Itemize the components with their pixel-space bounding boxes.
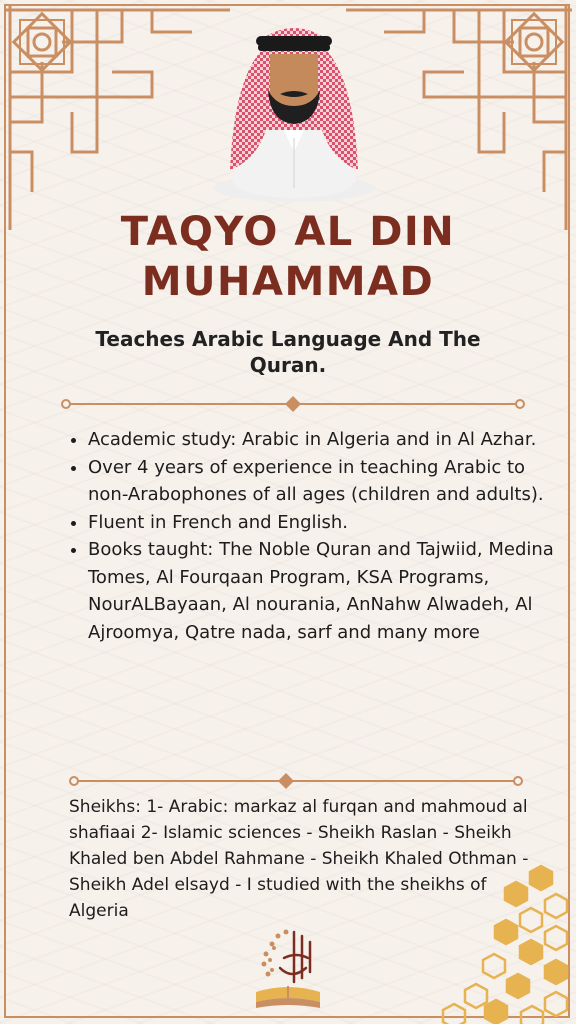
- list-item: • Over 4 years of experience in teaching Arabic to non-Arabophones of all ages (children and adults).: [88, 454, 566, 509]
- teacher-subtitle: Teaches Arabic Language And The Quran.: [95, 327, 481, 377]
- hexagon-pattern-icon: [436, 864, 576, 1024]
- qualifications-list: [66, 426, 566, 646]
- corner-ornament-right-icon: [344, 2, 574, 232]
- list-item: • Books taught: The Noble Quran and Tajwiid, Medina Tomes, Al Fourqaan Program, KSA Programs, NourALBayaan, Al nourania, AnNahw Alwadeh, Al Ajroomya, Qatre nada, sarf and many more: [88, 536, 566, 646]
- ornamental-divider-top: [60, 396, 526, 412]
- list-item: • Fluent in French and English.: [88, 509, 566, 537]
- sheikhs-paragraph: Sheikhs: 1- Arabic: markaz al furqan and mahmoud al shafiaai 2- Islamic sciences - Sheikh Raslan - Sheikh Khaled ben Abdel Rahmane - Sheikh Khaled Othman - Sheikh Adel elsayd - I studied with the sheikhs of Algeria: [69, 797, 529, 921]
- man-with-keffiyeh-avatar-icon: [212, 10, 376, 202]
- teacher-name-line2: MUHAMMAD: [141, 259, 435, 305]
- list-item: • Academic study: Arabic in Algeria and in Al Azhar.: [88, 426, 566, 454]
- teacher-name-line1: TAQYO AL DIN: [120, 209, 456, 255]
- ornamental-divider-bottom: [68, 773, 524, 789]
- book-calligraphy-logo-icon: [250, 922, 326, 1014]
- corner-ornament-left-icon: [2, 2, 232, 232]
